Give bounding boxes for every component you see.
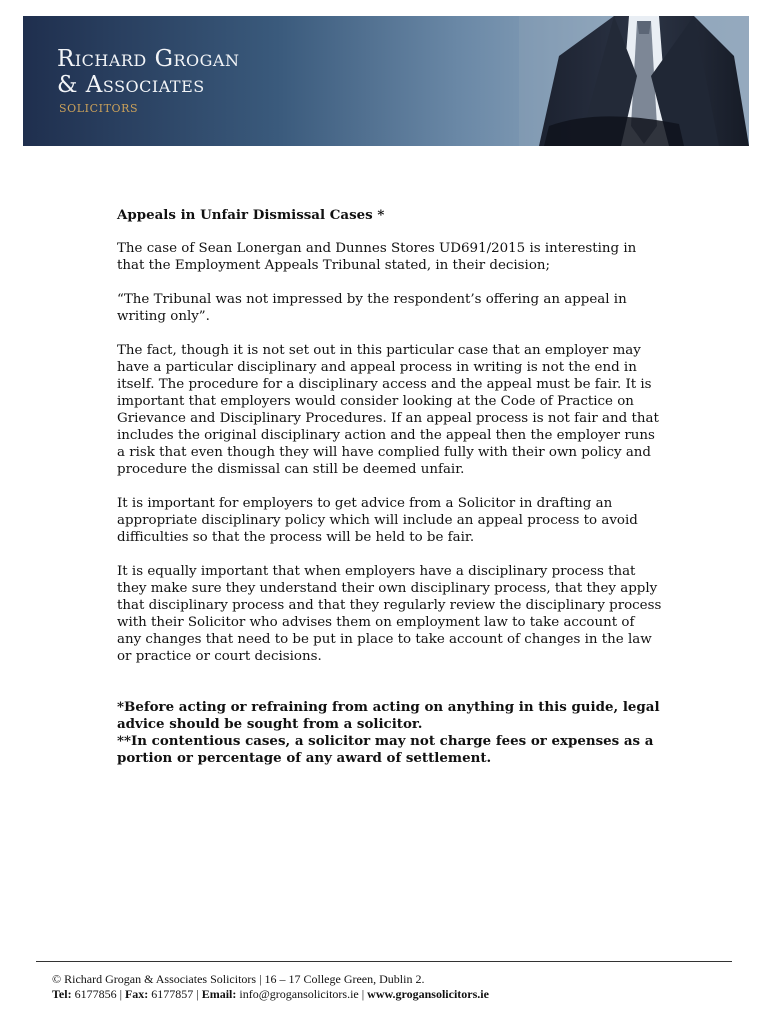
article-body <box>117 207 662 767</box>
businessman-photo <box>519 16 749 146</box>
article-paragraph: The fact, though it is not set out in this particular case that an employer may have a particular disciplinary and appeal process in writing is not the end in itself. The procedure for a disciplinary access and the appeal must be fair. It is important that employers would consider looking at the Code of Practice on Grievance and Disciplinary Procedures. If an appeal process is not fair and that includes the original disciplinary action and the appeal then the employer runs a risk that even though they will have complied fully with their own policy and procedure the dismissal can still be deemed unfair. <box>117 343 659 477</box>
email-link[interactable]: info@grogansolicitors.ie <box>239 987 359 1001</box>
tel-label: Tel: <box>52 987 72 1001</box>
email-label: Email: <box>201 987 237 1001</box>
article-paragraph: “The Tribunal was not impressed by the respondent’s offering an appeal in writing only”. <box>117 292 627 324</box>
footer-divider <box>36 961 732 962</box>
article-paragraph: The case of Sean Lonergan and Dunnes Stores UD691/2015 is interesting in that the Employment Appeals Tribunal stated, in their decision; <box>117 241 637 273</box>
disclaimer-fees: **In contentious cases, a solicitor may not charge fees or expenses as a portion or percentage of any award of settlement. <box>117 733 654 766</box>
disclaimer-advice: *Before acting or refraining from acting on anything in this guide, legal advice should be sought from a solicitor. <box>117 699 660 732</box>
website-link[interactable]: www.grogansolicitors.ie <box>367 987 489 1001</box>
firm-subtitle: SOLICITORS <box>59 102 139 115</box>
firm-name-line-2: & Associates <box>57 72 205 98</box>
tel-number: 6177856 <box>74 987 117 1001</box>
footer-contact: Tel: 6177856 | Fax: 6177857 | Email: info@grogansolicitors.ie | www.grogansolicitors.ie <box>52 987 489 1001</box>
firm-name-line-1: Richard Grogan <box>57 46 240 72</box>
fax-label: Fax: <box>124 987 149 1001</box>
footer <box>52 972 732 1002</box>
footer-address: © Richard Grogan & Associates Solicitors | 16 – 17 College Green, Dublin 2. <box>52 972 425 986</box>
disclaimer <box>117 699 662 767</box>
article-title: Appeals in Unfair Dismissal Cases * <box>117 207 385 223</box>
fax-number: 6177857 <box>151 987 194 1001</box>
header-banner <box>23 16 749 146</box>
firm-logo-text <box>57 46 239 98</box>
article-paragraph: It is important for employers to get advice from a Solicitor in drafting an appropriate disciplinary policy which will include an appeal process to avoid difficulties so that the process will be held to be fair. <box>117 496 638 545</box>
article-paragraph: It is equally important that when employers have a disciplinary process that they make sure they understand their own disciplinary process, that they apply that disciplinary process and that they regularly review the disciplinary process with their Solicitor who advises them on employment law to take account of any changes that need to be put in place to take account of changes in the law or practice or court decisions. <box>117 564 662 664</box>
